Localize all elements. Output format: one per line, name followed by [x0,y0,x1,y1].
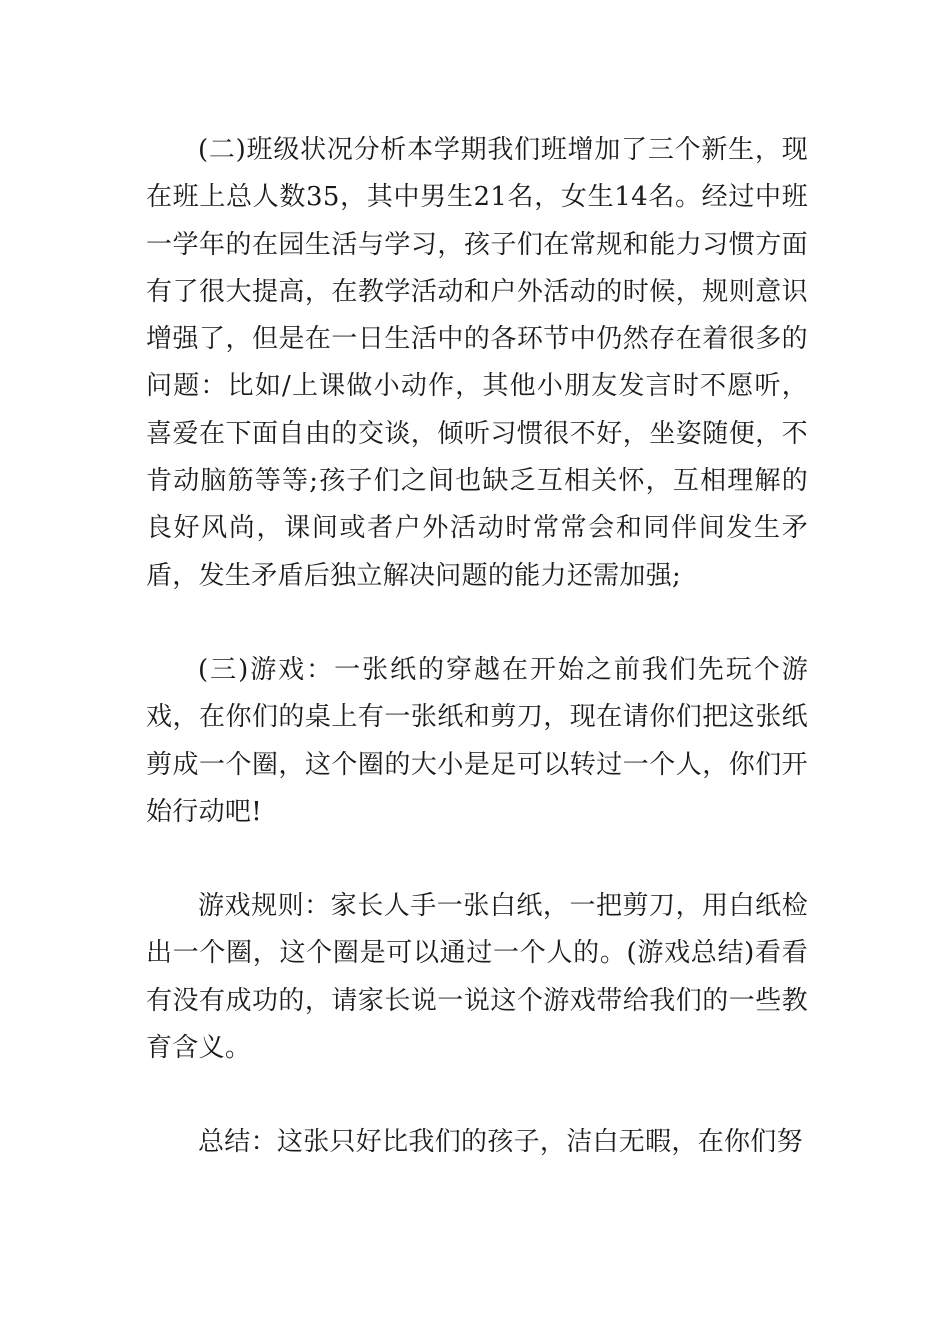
document-body [146,127,808,1167]
paragraph-summary: 总结：这张只好比我们的孩子，洁白无暇，在你们努 [198,1127,803,1158]
paragraph-game-intro: (三)游戏：一张纸的穿越在开始之前我们先玩个游戏，在你们的桌上有一张纸和剪刀，现在请你们把这张纸剪成一个圈，这个圈的大小是足可以转过一个人，你们开始行动吧! [146,654,808,827]
paragraph-game-rules: 游戏规则：家长人手一张白纸，一把剪刀，用白纸检出一个圈，这个圈是可以通过一个人的。(游戏总结)看看有没有成功的，请家长说一说这个游戏带给我们的一些教育含义。 [146,891,808,1064]
paragraph-class-analysis: (二)班级状况分析本学期我们班增加了三个新生，现在班上总人数35，其中男生21名，女生14名。经过中班一学年的在园生活与学习，孩子们在常规和能力习惯方面有了很大提高，在教学活动和户外活动的时候，规则意识增强了，但是在一日生活中的各环节中仍然存在着很多的问题：比如/上课做小动作，其他小朋友发言时不愿听，喜爱在下面自由的交谈，倾听习惯很不好，坐姿随便，不肯动脑筋等等;孩子们之间也缺乏互相关怀，互相理解的良好风尚，课间或者户外活动时常常会和同伴间发生矛盾，发生矛盾后独立解决问题的能力还需加强; [146,135,808,591]
